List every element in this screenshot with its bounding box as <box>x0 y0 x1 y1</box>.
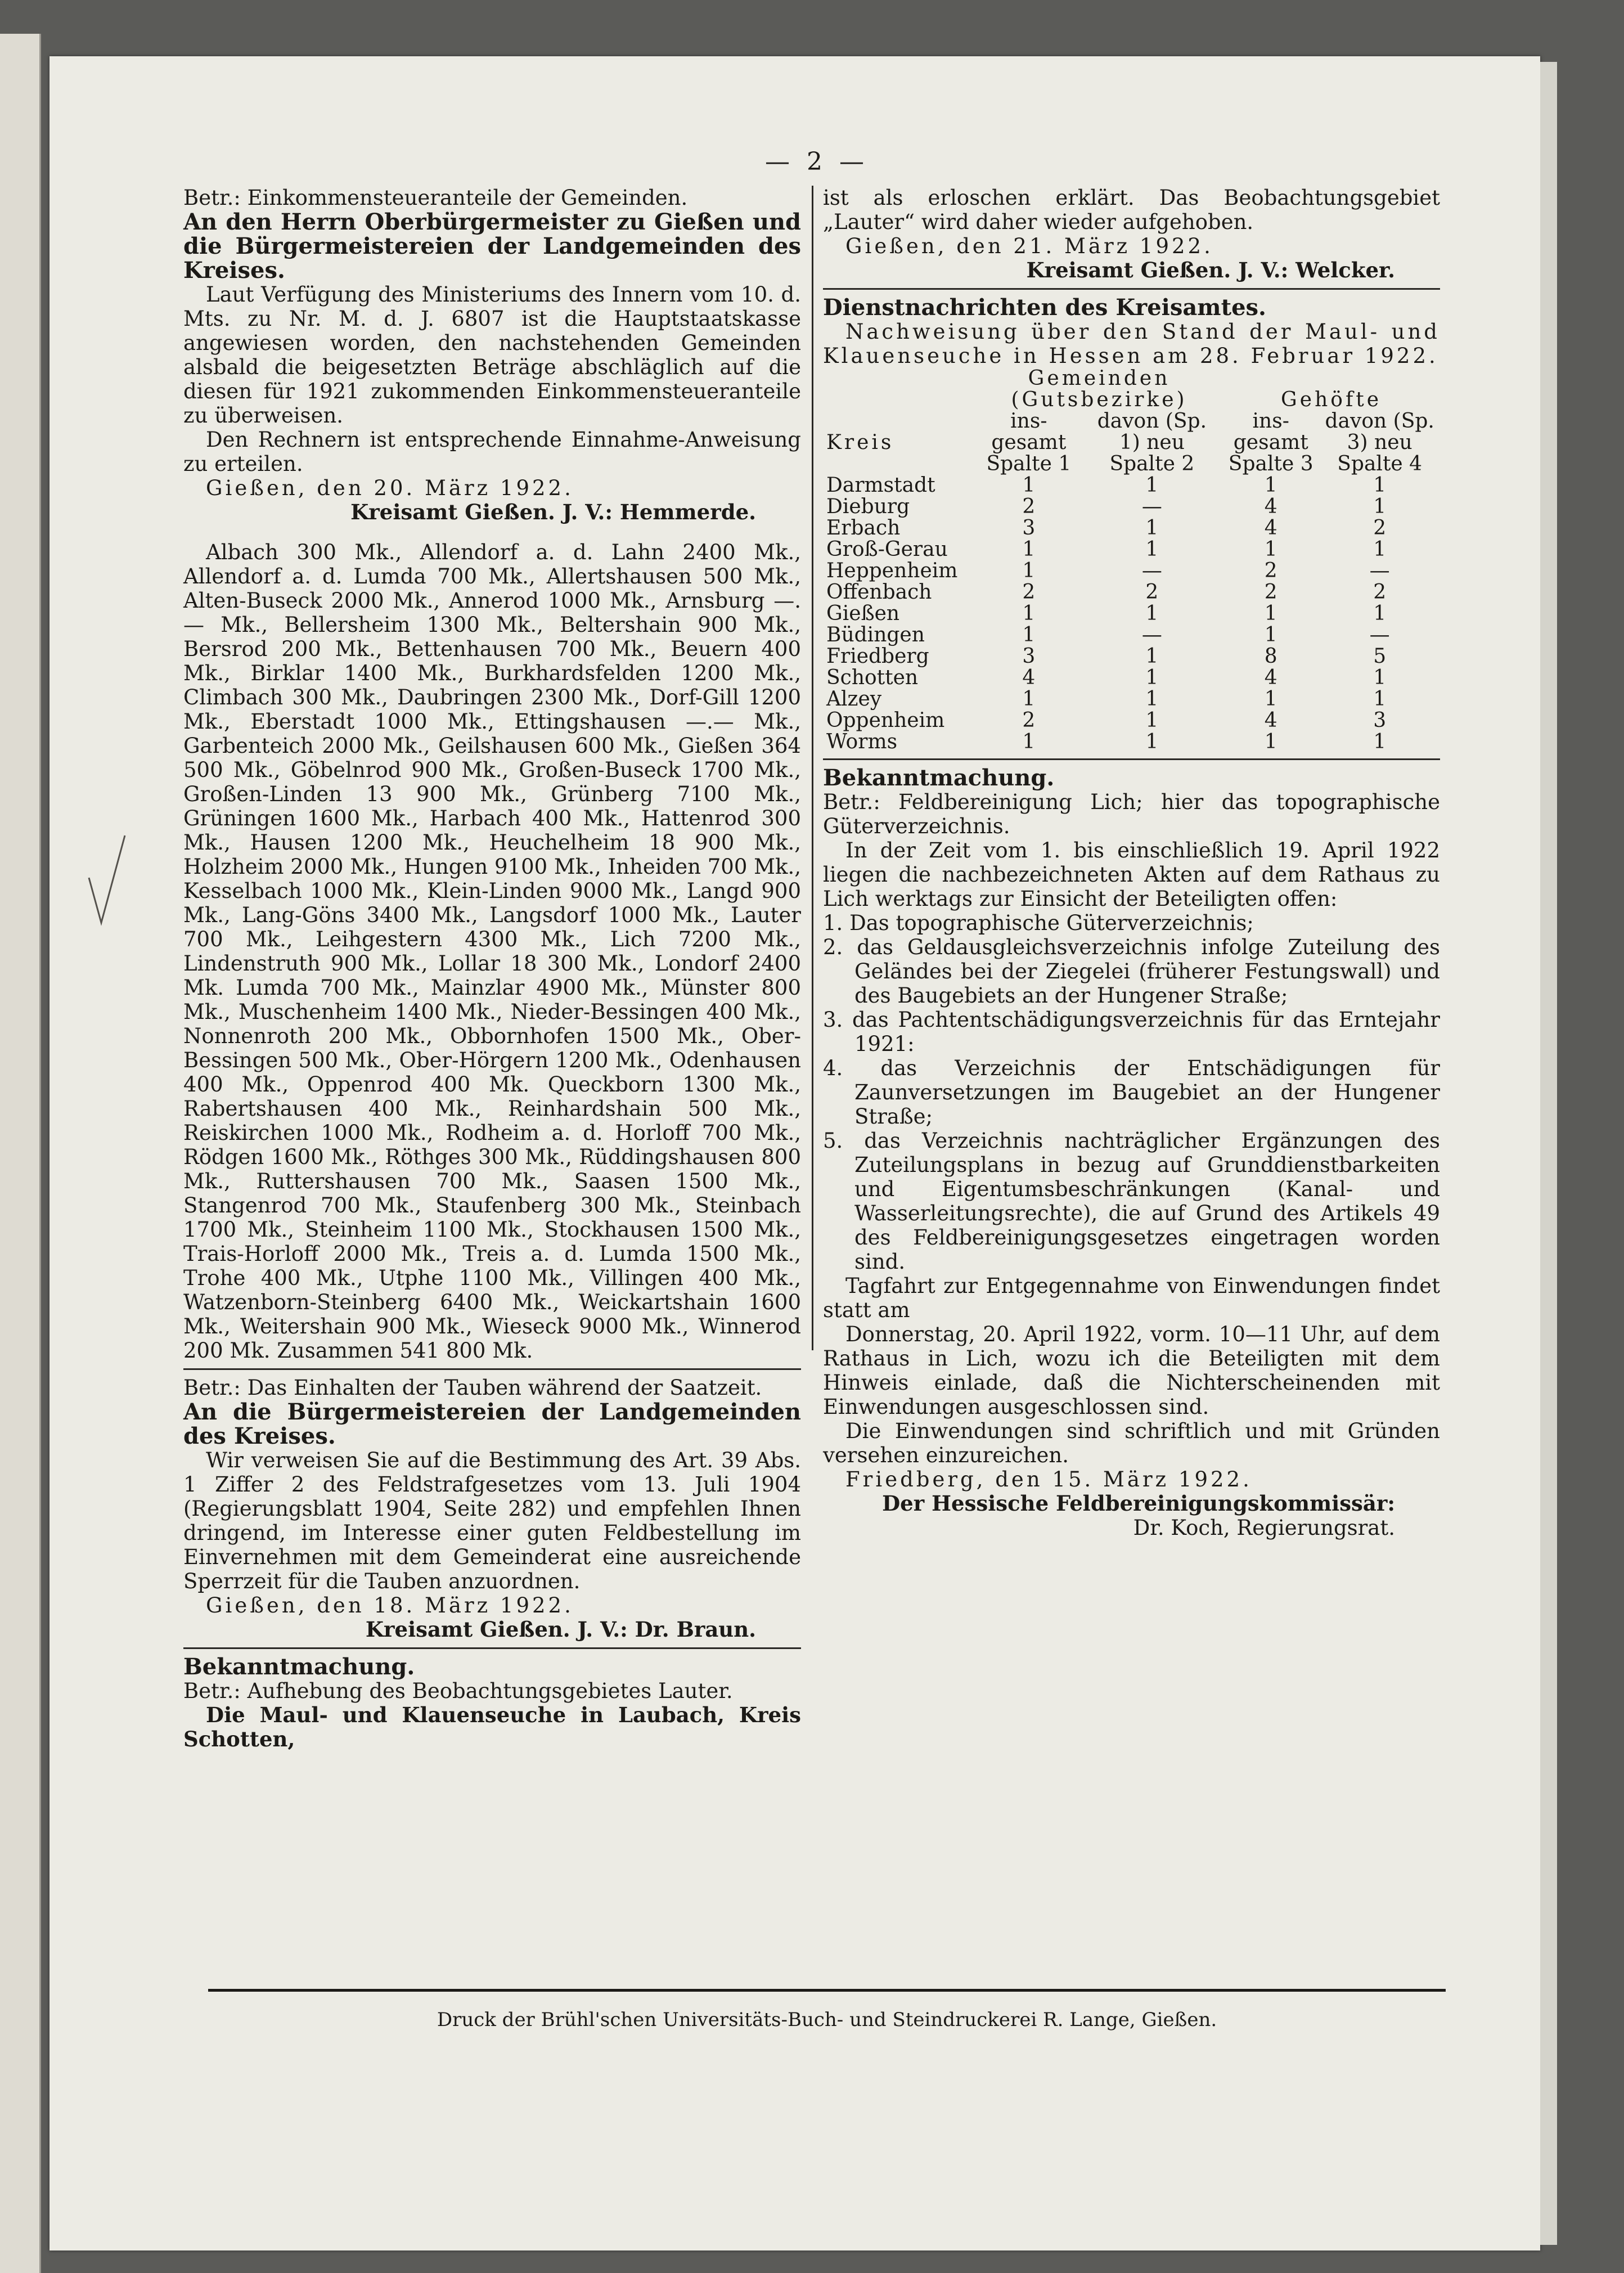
table-row <box>823 710 1440 731</box>
value-cell: 1 <box>1022 538 1036 561</box>
value-cell: — <box>1141 495 1162 518</box>
kreis-cell: Heppenheim <box>826 559 958 582</box>
value-cell: 1 <box>1145 474 1159 497</box>
value-cell: 4 <box>1264 495 1277 518</box>
value-cell: 1 <box>1264 623 1277 646</box>
value-cell: 1 <box>1022 623 1036 646</box>
table-spacer <box>823 453 976 475</box>
value-cell: 4 <box>1264 709 1277 732</box>
value-cell: 1 <box>1145 666 1159 689</box>
table-row <box>823 539 1440 560</box>
value-cell: 1 <box>1145 645 1159 668</box>
value-cell: 3 <box>1373 709 1387 732</box>
divider <box>183 1368 801 1370</box>
betr-line: Betr.: Einkommensteueranteile der Gemeinden. <box>183 186 688 210</box>
kreis-cell: Gießen <box>826 602 900 625</box>
table-corner <box>823 368 976 411</box>
table-row <box>823 603 1440 625</box>
value-cell: 1 <box>1022 602 1036 625</box>
column-number: Spalte 3 <box>1228 452 1313 475</box>
column-header: davon (Sp. 3) neu <box>1325 410 1434 454</box>
value-cell: 1 <box>1022 730 1036 753</box>
kreis-cell: Offenbach <box>826 581 932 604</box>
paragraph: Donnerstag, 20. April 1922, vorm. 10—11 Uhr, auf dem Rathaus in Lich, wozu ich die Beteiligten mit dem Hinweis einlade, daß die Nichterscheinenden mit Einwendungen ausgeschlossen sind. <box>823 1322 1440 1419</box>
column-header: davon (Sp. 1) neu <box>1097 410 1207 454</box>
value-cell: 5 <box>1373 645 1387 668</box>
value-cell: 2 <box>1264 581 1277 604</box>
betr-line: Betr.: Aufhebung des Beobachtungsgebietes Lauter. <box>183 1679 733 1703</box>
value-cell: 8 <box>1264 645 1277 668</box>
row-header-label: Kreis <box>826 431 894 454</box>
table-row <box>823 582 1440 603</box>
table-caption: Nachweisung über den Stand der Maul- und Klauenseuche in Hessen am 28. Februar 1922. <box>823 320 1440 368</box>
document-list <box>823 911 1440 1274</box>
signature: Kreisamt Gießen. J. V.: Welcker. <box>1026 258 1395 282</box>
value-cell: 1 <box>1264 474 1277 497</box>
pencil-checkmark-icon <box>84 833 129 928</box>
value-cell: 1 <box>1264 602 1277 625</box>
divider <box>183 1647 801 1649</box>
section-heading: An die Bürgermeistereien der Landgemeinden des Kreises. <box>183 1399 801 1449</box>
column-number: Spalte 1 <box>986 452 1072 475</box>
kreis-cell: Oppenheim <box>826 709 945 732</box>
paragraph: Den Rechnern ist entsprechende Einnahme-Anweisung zu erteilen. <box>183 428 801 476</box>
column-header: ins-gesamt <box>1233 410 1308 454</box>
list-item: 2. das Geldausgleichsverzeichnis infolge Zuteilung des Geländes bei der Ziegelei (früherer Festungswall) und des Baugebiets an der Hungener Straße; <box>823 935 1440 1008</box>
value-cell: 1 <box>1264 688 1277 711</box>
page-stack-edge <box>1540 62 1557 2245</box>
list-item: 4. das Verzeichnis der Entschädigungen für Zaunversetzungen im Baugebiet an der Hungener Straße; <box>823 1056 1440 1129</box>
value-cell: 1 <box>1022 688 1036 711</box>
value-cell: 1 <box>1264 538 1277 561</box>
column-number: Spalte 4 <box>1337 452 1423 475</box>
value-cell: 2 <box>1022 581 1036 604</box>
right-column <box>823 186 1440 1540</box>
value-cell: 4 <box>1264 666 1277 689</box>
facing-page-edge <box>0 34 41 2273</box>
kreis-cell: Groß-Gerau <box>826 538 948 561</box>
value-cell: 2 <box>1022 709 1036 732</box>
column-group-header: Gehöfte <box>1281 388 1382 411</box>
dateline: Friedberg, den 15. März 1922. <box>845 1467 1252 1492</box>
kreis-cell: Erbach <box>826 516 901 540</box>
kreis-cell: Büdingen <box>826 623 925 646</box>
value-cell: 1 <box>1373 474 1387 497</box>
value-cell: 4 <box>1264 516 1277 540</box>
value-cell: 3 <box>1022 645 1036 668</box>
kreis-cell: Darmstadt <box>826 474 935 497</box>
value-cell: 1 <box>1373 602 1387 625</box>
kreis-cell: Friedberg <box>826 645 929 668</box>
value-cell: 2 <box>1264 559 1277 582</box>
section-title: Bekanntmachung. <box>183 1654 415 1680</box>
value-cell: 3 <box>1022 516 1036 540</box>
paragraph: Die Einwendungen sind schriftlich und mit Gründen versehen einzureichen. <box>823 1419 1440 1467</box>
value-cell: 1 <box>1145 730 1159 753</box>
table-row <box>823 689 1440 710</box>
epidemic-table <box>823 368 1440 753</box>
value-cell: 2 <box>1145 581 1159 604</box>
value-cell: 1 <box>1022 559 1036 582</box>
list-item: 5. das Verzeichnis nachträglicher Ergänzungen des Zuteilungsplans in bezug auf Grunddienstbarkeiten und Eigentumsbeschränkungen (Kanal- und Wasserleitungsrechte), die auf Grund des Artikels 49 des Feldbereinigungsgesetzes eingetragen worden sind. <box>823 1129 1440 1274</box>
paragraph: Laut Verfügung des Ministeriums des Innern vom 10. d. Mts. zu Nr. M. d. J. 6807 ist die Hauptstaatskasse angewiesen worden, den nachstehenden Gemeinden alsbald die beigesetzten Beträge abschläglich auf die diesen für 1921 zukommenden Einkommensteueranteile zu überweisen. <box>183 282 801 428</box>
column-group-header: Gemeinden (Gutsbezirke) <box>1011 367 1187 411</box>
column-number: Spalte 2 <box>1109 452 1195 475</box>
value-cell: — <box>1369 623 1390 646</box>
value-cell: 1 <box>1145 516 1159 540</box>
dateline: Gießen, den 20. März 1922. <box>206 476 574 500</box>
value-cell: 1 <box>1264 730 1277 753</box>
table-row <box>823 646 1440 667</box>
footer-rule <box>208 1989 1446 1992</box>
paragraph: Die Maul- und Klauenseuche in Laubach, Kreis Schotten, <box>183 1702 801 1751</box>
table-row <box>823 625 1440 646</box>
signature: Dr. Koch, Regierungsrat. <box>1133 1516 1395 1540</box>
column-header: ins-gesamt <box>991 410 1067 454</box>
column-rule <box>812 186 813 1350</box>
value-cell: 1 <box>1145 688 1159 711</box>
signature: Kreisamt Gießen. J. V.: Dr. Braun. <box>365 1617 756 1642</box>
list-item: 3. das Pachtentschädigungsverzeichnis für das Erntejahr 1921: <box>823 1008 1440 1056</box>
table-row <box>823 667 1440 689</box>
page-number: — 2 — <box>765 147 869 176</box>
divider <box>823 758 1440 760</box>
value-cell: 1 <box>1145 538 1159 561</box>
municipality-amount-list: Albach 300 Mk., Allendorf a. d. Lahn 2400 Mk., Allendorf a. d. Lumda 700 Mk., Allertshausen 500 Mk., Alten-Buseck 2000 Mk., Annerod 1000 Mk., Arnsburg —.— Mk., Bellersheim 1300 Mk., Beltershain 900 Mk., Bersrod 200 Mk., Bettenhausen 700 Mk., Beuern 400 Mk., Birklar 1400 Mk., Burkhardsfelden 1200 Mk., Climbach 300 Mk., Daubringen 2300 Mk., Dorf-Gill 1200 Mk., Eberstadt 1000 Mk., Ettingshausen —.— Mk., Garbenteich 2000 Mk., Geilshausen 600 Mk., Gießen 364 500 Mk., Göbelnrod 900 Mk., Großen-Buseck 1700 Mk., Großen-Linden 13 900 Mk., Grünberg 7100 Mk., Grüningen 1600 Mk., Harbach 400 Mk., Hattenrod 300 Mk., Hausen 1200 Mk., Heuchelheim 18 900 Mk., Holzheim 2000 Mk., Hungen 9100 Mk., Inheiden 700 Mk., Kesselbach 1000 Mk., Klein-Linden 9000 Mk., Langd 900 Mk., Lang-Göns 3400 Mk., Langsdorf 1000 Mk., Lauter 700 Mk., Leihgestern 4300 Mk., Lich 7200 Mk., Lindenstruth 900 Mk., Lollar 18 300 Mk., Londorf 2400 Mk. Lumda 700 Mk., Mainzlar 4900 Mk., Münster 800 Mk., Muschenheim 1400 Mk., Nieder-Bessingen 400 Mk., Nonnenroth 200 Mk., Obbornhofen 1500 Mk., Ober-Bessingen 500 Mk., Ober-Hörgern 1200 Mk., Odenhausen 400 Mk., Oppenrod 400 Mk. Queckborn 1300 Mk., Rabertshausen 400 Mk., Reinhardshain 500 Mk., Reiskirchen 1000 Mk., Rodheim a. d. Horloff 700 Mk., Rödgen 1600 Mk., Röthges 300 Mk., Rüddingshausen 800 Mk., Ruttershausen 700 Mk., Saasen 1500 Mk., Stangenrod 700 Mk., Staufenberg 300 Mk., Steinbach 1700 Mk., Steinheim 1100 Mk., Stockhausen 1500 Mk., Trais-Horloff 2000 Mk., Treis a. d. Lumda 1500 Mk., Trohe 400 Mk., Utphe 1100 Mk., Villingen 400 Mk., Watzenborn-Steinberg 6400 Mk., Weickartshain 1600 Mk., Weitershain 900 Mk., Wieseck 9000 Mk., Winnerod 200 Mk. Zusammen 541 800 Mk. <box>183 540 801 1363</box>
signature: Kreisamt Gießen. J. V.: Hemmerde. <box>350 500 756 524</box>
left-column <box>183 186 801 1751</box>
table-row <box>823 475 1440 496</box>
list-item: 1. Das topographische Güterverzeichnis; <box>823 911 1254 935</box>
dateline: Gießen, den 18. März 1922. <box>206 1593 574 1618</box>
section-heading: An den Herrn Oberbürgermeister zu Gießen und die Bürgermeistereien der Landgemeinden des Kreises. <box>183 209 801 284</box>
section-title: Dienstnachrichten des Kreisamtes. <box>823 294 1266 321</box>
value-cell: 4 <box>1022 666 1036 689</box>
value-cell: 1 <box>1373 666 1387 689</box>
betr-line: Betr.: Feldbereinigung Lich; hier das topographische Güterverzeichnis. <box>823 790 1440 838</box>
value-cell: 1 <box>1373 495 1387 518</box>
value-cell: — <box>1141 559 1162 582</box>
value-cell: 1 <box>1022 474 1036 497</box>
betr-line: Betr.: Das Einhalten der Tauben während der Saatzeit. <box>183 1376 762 1400</box>
table-row <box>823 560 1440 582</box>
divider <box>823 288 1440 290</box>
section-title: Bekanntmachung. <box>823 765 1055 791</box>
value-cell: 2 <box>1373 516 1387 540</box>
paragraph: Wir verweisen Sie auf die Bestimmung des Art. 39 Abs. 1 Ziffer 2 des Feldstrafgesetzes vom 13. Juli 1904 (Regierungsblatt 1904, Seite 282) und empfehlen Ihnen dringend, im Interesse einer guten Feldbestellung im Einvernehmen mit dem Gemeinderat eine ausreichende Sperrzeit für die Tauben anzuordnen. <box>183 1448 801 1593</box>
table-row <box>823 518 1440 539</box>
value-cell: 1 <box>1373 688 1387 711</box>
paragraph: ist als erloschen erklärt. Das Beobachtungsgebiet „Lauter“ wird daher wieder aufgehoben. <box>823 186 1440 234</box>
paragraph: In der Zeit vom 1. bis einschließlich 19. April 1922 liegen die nachbezeichneten Akten auf dem Rathaus zu Lich werktags zur Einsicht der Beteiligten offen: <box>823 838 1440 911</box>
signature: Der Hessische Feldbereinigungskommissär: <box>882 1491 1395 1516</box>
value-cell: 1 <box>1145 602 1159 625</box>
table-row <box>823 731 1440 753</box>
value-cell: 1 <box>1373 730 1387 753</box>
value-cell: 1 <box>1373 538 1387 561</box>
value-cell: 2 <box>1373 581 1387 604</box>
printer-imprint: Druck der Brühl'schen Universitäts-Buch- und Steindruckerei R. Lange, Gießen. <box>437 2009 1217 2031</box>
paragraph: Tagfahrt zur Entgegennahme von Einwendungen findet statt am <box>823 1274 1440 1322</box>
value-cell: — <box>1141 623 1162 646</box>
table-row <box>823 496 1440 518</box>
kreis-cell: Schotten <box>826 666 919 689</box>
value-cell: 2 <box>1022 495 1036 518</box>
value-cell: 1 <box>1145 709 1159 732</box>
value-cell: — <box>1369 559 1390 582</box>
kreis-cell: Alzey <box>826 688 882 711</box>
dateline: Gießen, den 21. März 1922. <box>845 234 1213 258</box>
kreis-cell: Worms <box>826 730 898 753</box>
kreis-cell: Dieburg <box>826 495 910 518</box>
